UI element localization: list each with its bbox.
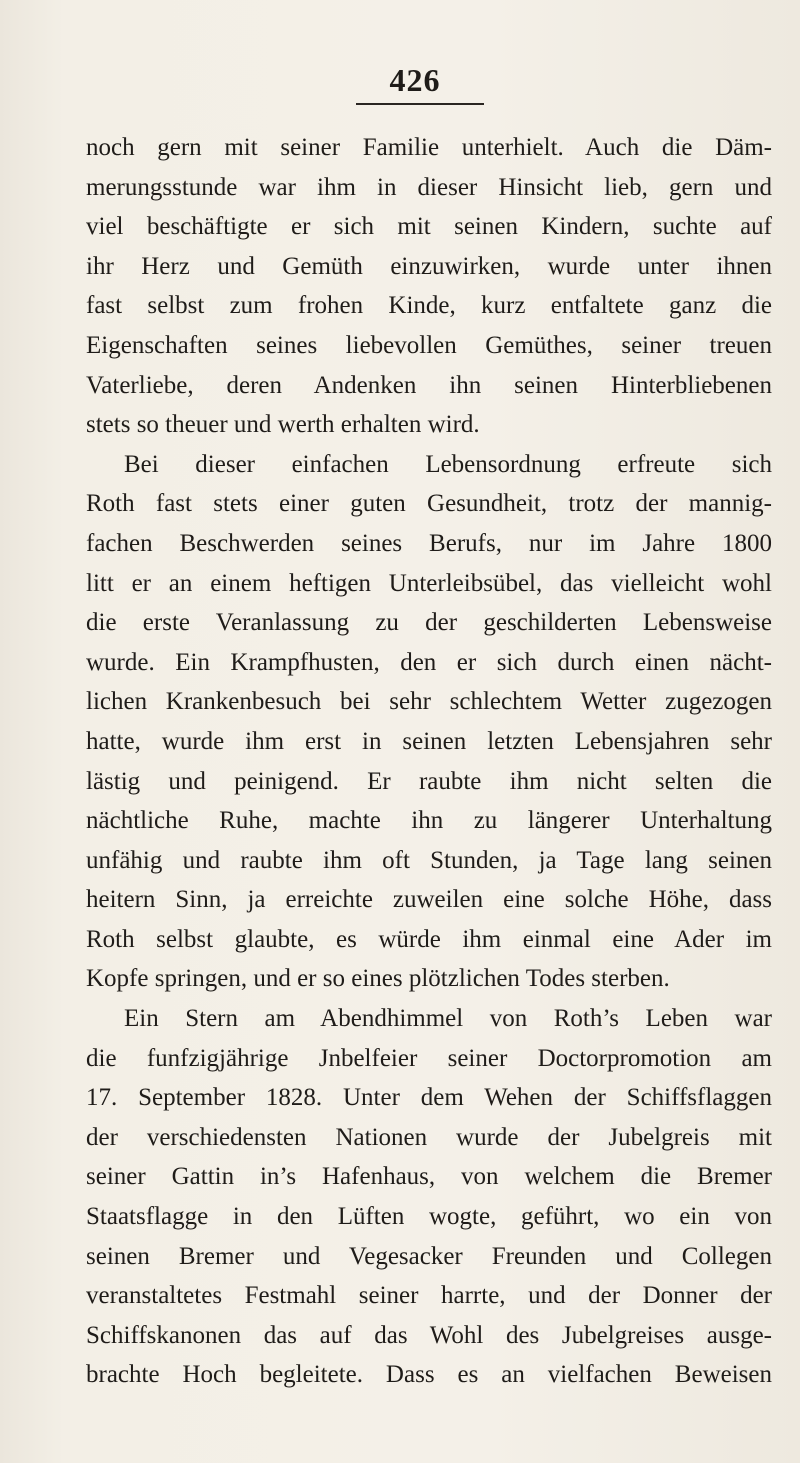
text-line: lichen Krankenbesuch bei sehr schlechtem Wetter zugezogen — [86, 688, 772, 716]
text-line: Staatsflagge in den Lüften wogte, geführt, wo ein von — [86, 1203, 772, 1231]
text-line: fast selbst zum frohen Kinde, kurz entfaltete ganz die — [86, 292, 772, 320]
text-line: Schiffskanonen das auf das Wohl des Jubelgreises ausge- — [86, 1321, 772, 1349]
text-line: der verschiedensten Nationen wurde der Jubelgreis mit — [86, 1123, 772, 1151]
text-line: litt er an einem heftigen Unterleibsübel, das vielleicht wohl — [86, 569, 772, 597]
text-line: stets so theuer und werth erhalten wird. — [86, 411, 480, 439]
text-line: hatte, wurde ihm erst in seinen letzten Lebensjahren sehr — [86, 727, 772, 755]
text-line: ihr Herz und Gemüth einzuwirken, wurde unter ihnen — [86, 252, 772, 280]
text-line: die funfzigjährige Jnbelfeier seiner Doctorpromotion am — [86, 1044, 772, 1072]
text-line: wurde. Ein Krampfhusten, den er sich durch einen nächt- — [86, 648, 772, 676]
text-line: heitern Sinn, ja erreichte zuweilen eine solche Höhe, dass — [86, 886, 772, 914]
text-line: lästig und peinigend. Er raubte ihm nicht selten die — [86, 767, 772, 795]
text-line: noch gern mit seiner Familie unterhielt. Auch die Däm- — [86, 134, 772, 161]
text-line: Roth selbst glaubte, es würde ihm einmal eine Ader im — [86, 925, 772, 953]
text-line: merungsstunde war ihm in dieser Hinsicht lieb, gern und — [86, 173, 772, 201]
text-line: Kopfe springen, und er so eines plötzlichen Todes sterben. — [86, 965, 670, 993]
text-line: unfähig und raubte ihm oft Stunden, ja Tage lang seinen — [86, 846, 772, 874]
text-line: viel beschäftigte er sich mit seinen Kindern, suchte auf — [86, 213, 772, 241]
text-line: 17. September 1828. Unter dem Wehen der Schiffsflaggen — [86, 1084, 772, 1112]
text-line: Vaterliebe, deren Andenken ihn seinen Hinterbliebenen — [86, 371, 772, 399]
text-line: Eigenschaften seines liebevollen Gemüthes, seiner treuen — [86, 331, 772, 359]
text-line: die erste Veranlassung zu der geschilderten Lebensweise — [86, 609, 772, 637]
text-line: fachen Beschwerden seines Berufs, nur im Jahre 1800 — [86, 529, 772, 557]
text-line: Roth fast stets einer guten Gesundheit, trotz der mannig- — [86, 490, 772, 518]
body-text — [86, 128, 772, 1395]
text-line: veranstaltetes Festmahl seiner harrte, und der Donner der — [86, 1282, 772, 1310]
page-number: 426 — [389, 62, 441, 98]
text-line: seinen Bremer und Vegesacker Freunden und Collegen — [86, 1242, 772, 1270]
text-line: seiner Gattin in’s Hafenhaus, von welchem die Bremer — [86, 1163, 772, 1191]
text-line: Ein Stern am Abendhimmel von Roth’s Leben war — [124, 1005, 772, 1033]
text-line: brachte Hoch begleitete. Dass es an vielfachen Beweisen — [86, 1361, 772, 1389]
text-line: Bei dieser einfachen Lebensordnung erfreute sich — [124, 450, 772, 478]
text-line: nächtliche Ruhe, machte ihn zu längerer Unterhaltung — [86, 807, 772, 835]
header-rule — [356, 103, 484, 105]
